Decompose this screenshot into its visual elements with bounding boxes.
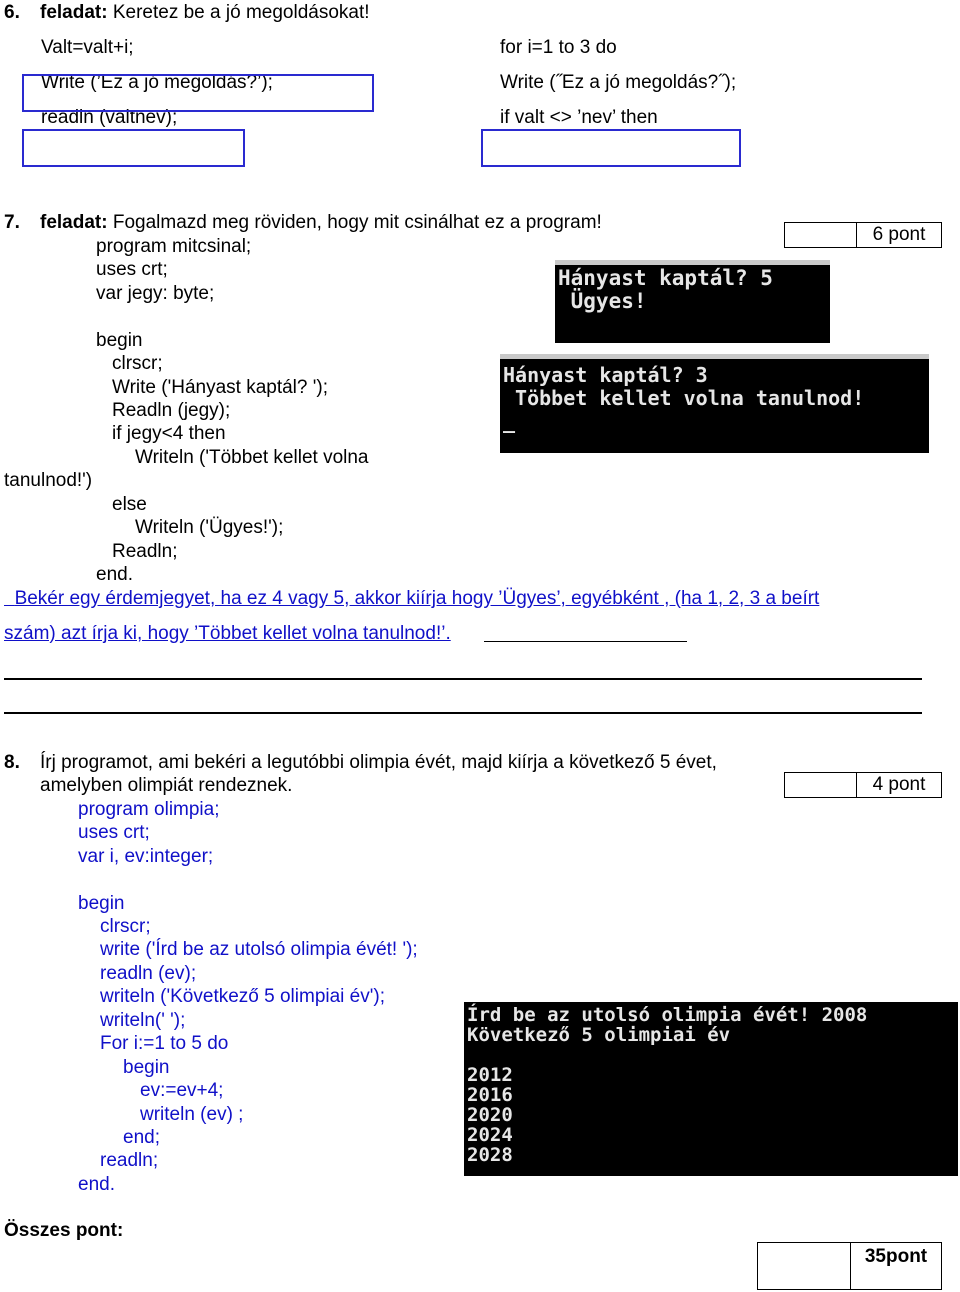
console-line: Hányast kaptál? 3 [503, 363, 708, 387]
task8-code-line: program olimpia; [78, 799, 220, 820]
console-line: 2016 [467, 1084, 513, 1106]
task7-console-1 [555, 260, 830, 343]
task7-code-line: Writeln ('Többet kellet volna [135, 447, 369, 468]
task6-option-right-3[interactable]: if valt <> ’nev’ then [500, 107, 658, 128]
task8-code-line: ev:=ev+4; [140, 1080, 224, 1101]
task6-option-left-2[interactable]: Write (’Ez a jó megoldás?’); [41, 72, 273, 93]
task8-code-line: begin [123, 1057, 170, 1078]
task8-code-line: end. [78, 1174, 115, 1195]
task8-code-line: var i, ev:integer; [78, 846, 214, 867]
task7-title-label: feladat: [40, 212, 108, 233]
task7-console-2 [500, 354, 929, 453]
task7-score-box [784, 222, 942, 248]
task8-code-line: writeln ('Következő 5 olimpiai év'); [100, 986, 385, 1007]
console-line: Hányast kaptál? 5 [558, 266, 773, 290]
task8-code-line: readln; [100, 1150, 159, 1171]
task8-code-line: begin [78, 893, 125, 914]
total-score-box [757, 1242, 942, 1290]
task7-score-input[interactable] [785, 223, 856, 247]
task8-points: 4 pont [856, 773, 941, 797]
task7-code-line: else [112, 494, 147, 515]
total-score-input[interactable] [758, 1243, 850, 1289]
console-titlebar [555, 260, 830, 265]
console-line: 2020 [467, 1104, 513, 1126]
task8-code-line: readln (ev); [100, 963, 197, 984]
task8-score-input[interactable] [785, 773, 856, 797]
task7-title [40, 212, 602, 234]
console-line: 2024 [467, 1124, 513, 1146]
task7-code-line: if jegy<4 then [112, 423, 226, 444]
console-line: Többet kellet volna tanulnod! [503, 386, 865, 410]
task7-code-line: Readln (jegy); [112, 400, 231, 421]
task6-title-label: feladat: [40, 2, 108, 23]
console-cursor: _ [503, 409, 516, 433]
task8-code-line: end; [123, 1127, 160, 1148]
task8-title-line-1: Írj programot, ami bekéri a legutóbbi olimpia évét, majd kiírja a következő 5 évet, [40, 752, 717, 773]
console-titlebar [500, 354, 929, 359]
task8-code-line: uses crt; [78, 822, 150, 843]
task7-code-line: Writeln ('Ügyes!'); [135, 517, 284, 538]
task6-number: 6. [4, 2, 20, 23]
task6-frame-3 [481, 129, 741, 167]
task7-code-line: Readln; [112, 541, 178, 562]
task8-code-line: writeln (ev) ; [140, 1104, 244, 1125]
task7-points: 6 pont [856, 223, 941, 247]
task8-code-line: writeln(' '); [100, 1010, 186, 1031]
task7-code-line: program mitcsinal; [96, 236, 252, 257]
task8-console [464, 1002, 958, 1176]
task8-score-box [784, 772, 942, 798]
console-line: Írd be az utolsó olimpia évét! 2008 [467, 1004, 868, 1026]
console-line: Következő 5 olimpiai év [467, 1024, 731, 1046]
console-line: Ügyes! [558, 289, 647, 313]
task7-code-line: tanulnod!') [4, 470, 93, 491]
answer-blank-line[interactable] [4, 712, 922, 714]
task8-code-line: For i:=1 to 5 do [100, 1033, 229, 1054]
task6-title [40, 2, 370, 24]
task7-code-line: Write ('Hányast kaptál? '); [112, 377, 328, 398]
task6-option-left-3[interactable]: readln (valtnev); [41, 107, 178, 128]
total-points: 35pont [850, 1243, 941, 1289]
console-line: 2012 [467, 1064, 513, 1086]
task6-title-text: Keretez be a jó megoldásokat! [107, 2, 370, 23]
task8-title-line-2: amelyben olimpiát rendeznek. [40, 775, 293, 796]
task7-code-line: uses crt; [96, 259, 168, 280]
task7-code-line: end. [96, 564, 133, 585]
task6-option-right-2[interactable]: Write (˝Ez a jó megoldás?˝); [500, 72, 737, 93]
total-label: Összes pont: [4, 1220, 124, 1241]
task8-code-line: clrscr; [100, 916, 151, 937]
task7-number: 7. [4, 212, 20, 233]
task6-frame-1 [22, 74, 374, 112]
task7-answer-line-2[interactable]: szám) azt írja ki, hogy ’Többet kellet volna tanulnod!’. [4, 623, 451, 644]
task7-code-line: var jegy: byte; [96, 283, 215, 304]
task6-option-right-1[interactable]: for i=1 to 3 do [500, 37, 617, 58]
answer-blank-line[interactable] [4, 678, 922, 680]
task7-code-line: begin [96, 330, 143, 351]
task6-frame-2 [22, 129, 245, 167]
task7-code-line: clrscr; [112, 353, 163, 374]
task7-answer-line-1[interactable]: Bekér egy érdemjegyet, ha ez 4 vagy 5, akkor kiírja hogy ’Ügyes’, egyébként , (ha 1, 2, 3 a beírt [14, 588, 820, 609]
answer-line-extension [484, 641, 687, 642]
task6-option-left-1[interactable]: Valt=valt+i; [41, 37, 134, 58]
console-line: 2028 [467, 1144, 513, 1166]
task8-code-line: write ('Írd be az utolsó olimpia évét! '); [100, 939, 418, 960]
task7-title-text: Fogalmazd meg röviden, hogy mit csinálhat ez a program! [107, 212, 602, 233]
task8-number: 8. [4, 752, 20, 773]
